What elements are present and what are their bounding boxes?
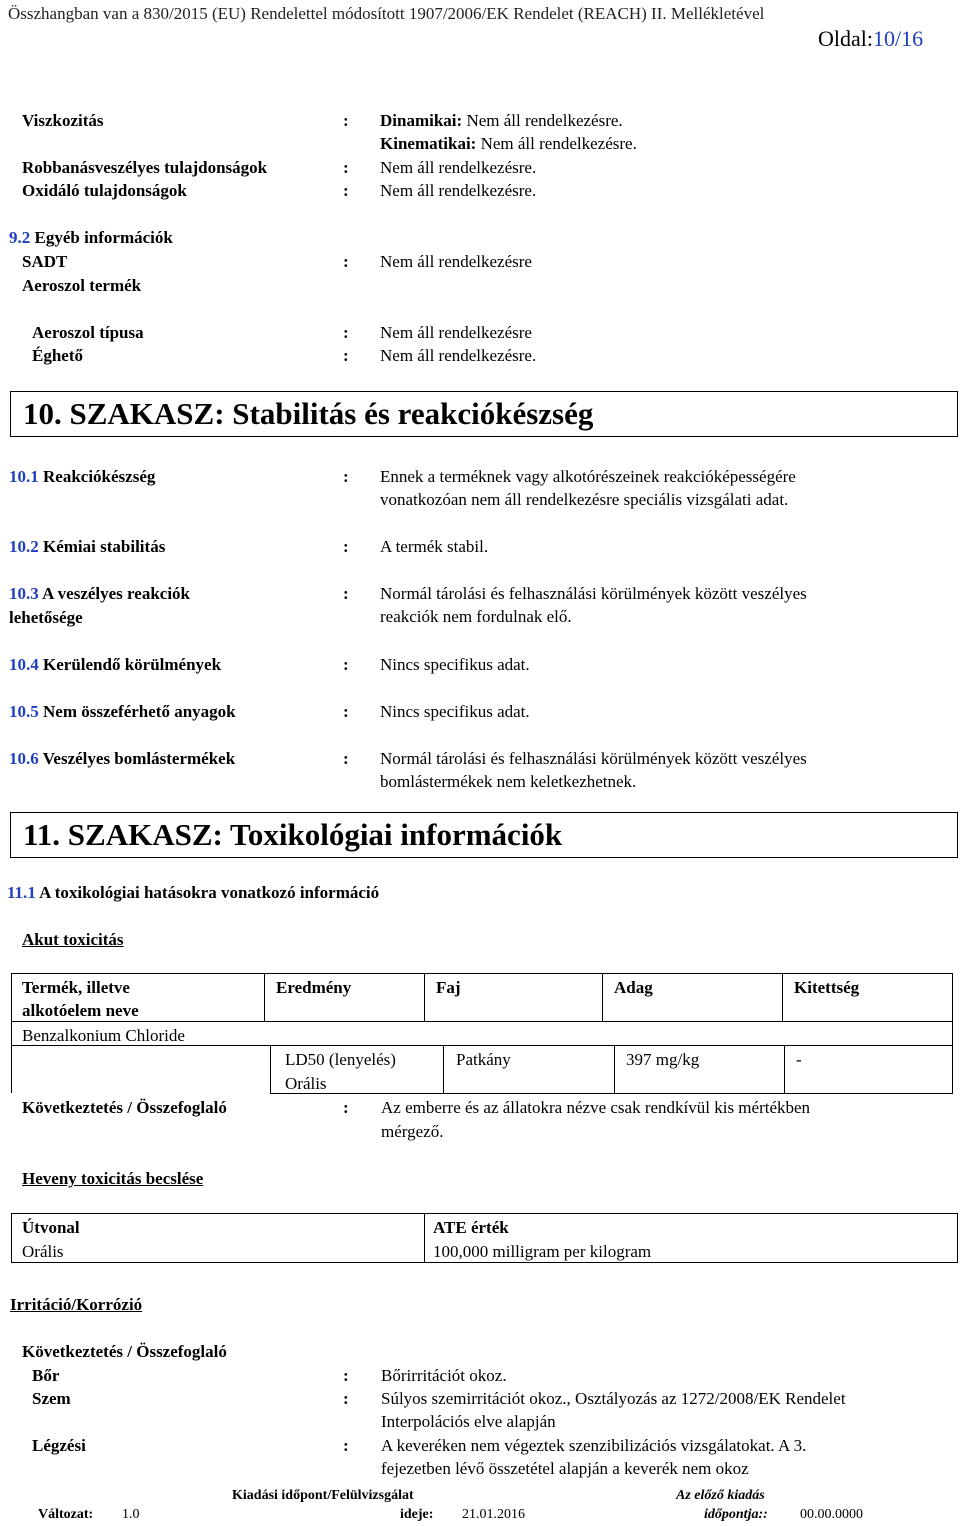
chemical-stability-value: A termék stabil. (380, 537, 489, 556)
reactivity-value-1: Ennek a terméknek vagy alkotórészeinek reakcióképességére (380, 467, 796, 486)
decomp-text: Veszélyes bomlástermékek (42, 749, 236, 768)
tox-info-num: 11. (7, 883, 28, 902)
skin-label: Bőr (32, 1366, 60, 1385)
hazardous-reactions-value-2: reakciók nem fordulnak elő. (380, 607, 572, 626)
combustible-value: Nem áll rendelkezésre. (380, 346, 537, 365)
decomposition-products-value-1: Normál tárolási és felhasználási körülmények között veszélyes (380, 749, 807, 768)
incompat-text: Nem összeférhető anyagok (43, 702, 236, 721)
conditions-to-avoid-value: Nincs specifikus adat. (380, 655, 530, 674)
colon: : (343, 537, 349, 556)
colon: : (343, 323, 349, 342)
exposure-value: - (796, 1050, 802, 1069)
viscosity-dynamic (380, 109, 623, 132)
chem-stab-num2: 2 (30, 537, 39, 556)
footer-issue-value: 21.01.2016 (462, 1507, 525, 1522)
decomp-num: 10. (9, 749, 31, 768)
colon: : (343, 181, 349, 200)
hazardous-reactions-label (9, 582, 190, 605)
viscosity-kinematic (380, 132, 637, 155)
viscosity-kin-label: Kinematikai: (380, 134, 477, 153)
colon: : (343, 584, 349, 603)
combustible-label: Éghető (32, 346, 83, 365)
haz-react-num: 10. (9, 584, 31, 603)
hazardous-reactions-value-1: Normál tárolási és felhasználási körülmények között veszélyes (380, 584, 807, 603)
acute-conclusion-value-2: mérgező. (381, 1122, 444, 1141)
reactivity-value-2: vonatkozóan nem áll rendelkezésre speciális vizsgálati adat. (380, 490, 789, 509)
page-value: 10/16 (873, 26, 924, 51)
footer-issue-label-1: Kiadási időpont/Felülvizsgálat (232, 1488, 414, 1503)
colon: : (343, 1098, 349, 1117)
section-11-title: 11. SZAKASZ: Toxikológiai információk (23, 817, 563, 852)
ate-route-value: Orális (22, 1242, 64, 1261)
ate-col-value: ATE érték (433, 1218, 509, 1237)
irritation-conclusion-label: Következtetés / Összefoglaló (22, 1342, 227, 1361)
colon: : (343, 1436, 349, 1455)
viscosity-label: Viszkozitás (22, 111, 104, 130)
aerosol-type-value: Nem áll rendelkezésre (380, 323, 532, 342)
footer-version-label: Változat: (38, 1507, 94, 1522)
colon: : (343, 158, 349, 177)
explosive-value: Nem áll rendelkezésre. (380, 158, 537, 177)
eye-label: Szem (32, 1389, 71, 1408)
ate-col-route: Útvonal (22, 1218, 80, 1237)
tox-info-num2: 1 (27, 883, 36, 902)
viscosity-dyn-value: Nem áll rendelkezésre. (466, 111, 623, 130)
footer-prev-label-2: időpontja:: (704, 1507, 768, 1522)
reactivity-num2: 1 (30, 467, 39, 486)
tox-info-subheading (7, 881, 379, 904)
respiratory-label: Légzési (32, 1436, 86, 1455)
viscosity-dyn-label: Dinamikai: (380, 111, 463, 130)
incompatible-materials-value: Nincs specifikus adat. (380, 702, 530, 721)
footer-issue-label-2: ideje: (400, 1507, 434, 1522)
colon: : (343, 346, 349, 365)
other-info-num: 9. (9, 228, 22, 247)
col-header-species: Faj (436, 978, 461, 997)
eye-value-1: Súlyos szemirritációt okoz., Osztályozás az 1272/2008/EK Rendelet (381, 1389, 846, 1408)
sadt-label: SADT (22, 252, 68, 271)
oxidizing-value: Nem áll rendelkezésre. (380, 181, 537, 200)
decomp-num2: 6 (30, 749, 39, 768)
viscosity-kin-value: Nem áll rendelkezésre. (480, 134, 637, 153)
colon: : (343, 111, 349, 130)
reactivity-text: Reakciókészség (43, 467, 156, 486)
colon: : (343, 655, 349, 674)
dose-value: 397 mg/kg (626, 1050, 700, 1069)
result-value-1: LD50 (lenyelés) (285, 1050, 396, 1069)
acute-conclusion-label: Következtetés / Összefoglaló (22, 1098, 227, 1117)
chem-stab-num: 10. (9, 537, 31, 556)
other-info-num2: 2 (21, 228, 31, 247)
colon: : (343, 749, 349, 768)
hazardous-reactions-label-2: lehetősége (9, 608, 83, 627)
chem-stab-text: Kémiai stabilitás (43, 537, 166, 556)
decomposition-products-label (9, 747, 235, 770)
colon: : (343, 252, 349, 271)
other-info-heading (9, 226, 173, 249)
aerosol-product-label: Aeroszol termék (22, 276, 142, 295)
reactivity-label (9, 465, 155, 488)
conditions-to-avoid-label (9, 653, 221, 676)
tox-info-text: A toxikológiai hatásokra vonatkozó információ (39, 883, 380, 902)
section-10-title: 10. SZAKASZ: Stabilitás és reakciókészség (23, 396, 594, 431)
section-11-header (10, 812, 958, 858)
skin-value: Bőrirritációt okoz. (381, 1366, 507, 1385)
oxidizing-label: Oxidáló tulajdonságok (22, 181, 187, 200)
substance-name: Benzalkonium Chloride (22, 1026, 185, 1045)
incompat-num2: 5 (30, 702, 39, 721)
footer-version-value: 1.0 (122, 1507, 140, 1522)
eye-value-2: Interpolációs elve alapján (381, 1412, 556, 1431)
cond-avoid-text: Kerülendő körülmények (43, 655, 222, 674)
other-info-title: Egyéb információk (34, 228, 173, 247)
header-title: Összhangban van a 830/2015 (EU) Rendelettel módosított 1907/2006/EK Rendelet (REACH) II. Mellékletével (8, 4, 765, 23)
acute-toxicity-heading: Akut toxicitás (22, 930, 124, 949)
colon: : (343, 702, 349, 721)
aerosol-type-label: Aeroszol típusa (32, 323, 144, 342)
footer-prev-value: 00.00.0000 (800, 1507, 863, 1522)
species-value: Patkány (456, 1050, 511, 1069)
colon: : (343, 1366, 349, 1385)
col-header-dose: Adag (614, 978, 653, 997)
reactivity-num: 10. (9, 467, 31, 486)
col-header-result: Eredmény (276, 978, 352, 997)
page-number (818, 26, 923, 52)
ate-value: 100,000 milligram per kilogram (433, 1242, 652, 1261)
decomposition-products-value-2: bomlástermékek nem keletkezhetnek. (380, 772, 637, 791)
cond-avoid-num2: 4 (30, 655, 39, 674)
colon: : (343, 467, 349, 486)
cond-avoid-num: 10. (9, 655, 31, 674)
acute-conclusion-value-1: Az emberre és az állatokra nézve csak rendkívül kis mértékben (381, 1098, 811, 1117)
colon: : (343, 1389, 349, 1408)
respiratory-value-2: fejezetben lévő összetétel alapján a keverék nem okoz (381, 1459, 749, 1478)
section-10-header (10, 391, 958, 437)
footer-prev-label-1: Az előző kiadás (676, 1488, 765, 1503)
haz-react-num2: 3 (30, 584, 39, 603)
col-header-name-2: alkotóelem neve (22, 1001, 139, 1020)
explosive-label: Robbanásveszélyes tulajdonságok (22, 158, 268, 177)
sadt-value: Nem áll rendelkezésre (380, 252, 532, 271)
irritation-heading: Irritáció/Korrózió (10, 1295, 143, 1314)
col-header-exposure: Kitettség (794, 978, 860, 997)
incompatible-materials-label (9, 700, 236, 723)
ate-heading: Heveny toxicitás becslése (22, 1169, 204, 1188)
chemical-stability-label (9, 535, 165, 558)
page-label: Oldal: (818, 26, 873, 51)
incompat-num: 10. (9, 702, 31, 721)
col-header-name-1: Termék, illetve (22, 978, 130, 997)
result-value-2: Orális (285, 1074, 327, 1093)
haz-react-text: A veszélyes reakciók (42, 584, 190, 603)
respiratory-value-1: A keveréken nem végeztek szenzibilizációs vizsgálatokat. A 3. (381, 1436, 807, 1455)
